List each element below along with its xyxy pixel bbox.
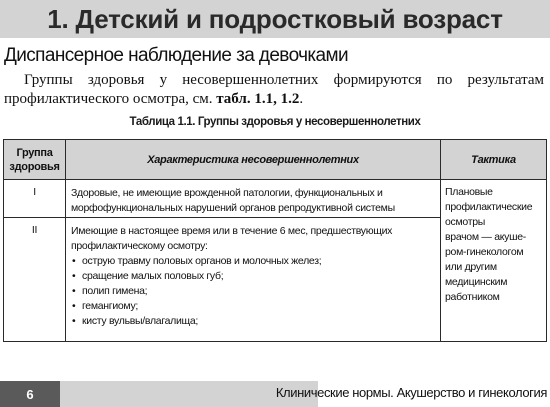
- tactics-line: работником: [445, 291, 500, 303]
- tactics-line: ром-гинекологом: [445, 246, 524, 258]
- page-number: 6: [0, 381, 60, 407]
- header-tactics: Тактика: [441, 140, 547, 180]
- list-item: • острую травму половых органов и молочных желез;: [71, 254, 436, 269]
- header-group-line2: здоровья: [9, 160, 60, 173]
- table-header-row: [4, 140, 547, 180]
- tactics-line: профилактические: [445, 201, 533, 213]
- row-characteristic: [66, 218, 441, 342]
- chapter-title: 1. Детский и подростковый возраст: [0, 0, 550, 38]
- header-group: [4, 140, 66, 180]
- tactics-line: осмотры: [445, 216, 486, 228]
- book-title: Клинические нормы. Акушерство и гинекология: [275, 385, 547, 400]
- intro-text: Группы здоровья у несовершеннолетних формируются по результатам профилактического осмотра, см.: [4, 72, 544, 107]
- condition-list: [71, 254, 436, 329]
- table-reference: табл. 1.1, 1.2: [216, 91, 300, 107]
- health-groups-table: [3, 139, 547, 342]
- tactics-line: медицинским: [445, 276, 508, 288]
- list-item: • кисту вульвы/влагалища;: [71, 314, 436, 329]
- intro-paragraph: [4, 71, 544, 109]
- intro-end: .: [299, 91, 304, 107]
- header-characteristic: Характеристика несовершеннолетних: [66, 140, 441, 180]
- table-row: [4, 180, 547, 218]
- tactics-cell: [441, 180, 547, 342]
- table-caption: Таблица 1.1. Группы здоровья у несовершеннолетних: [129, 116, 421, 128]
- list-item: • полип гимена;: [71, 284, 436, 299]
- list-item: • сращение малых половых губ;: [71, 269, 436, 284]
- row-characteristic-text: Имеющие в настоящее время или в течение 6 мес, предшествующих профилактическому осмотру:: [71, 225, 393, 252]
- tactics-line: врачом — акуше-: [445, 231, 526, 243]
- section-title: Диспансерное наблюдение за девочками: [4, 45, 348, 66]
- tactics-line: или другим: [445, 261, 497, 273]
- row-group: II: [4, 218, 66, 342]
- page-footer: [0, 381, 550, 407]
- row-group: I: [4, 180, 66, 218]
- header-group-line1: Группа: [16, 146, 53, 159]
- list-item: • гемангиому;: [71, 299, 436, 314]
- row-characteristic: Здоровые, не имеющие врожденной патологии, функциональных и морфофункциональных нарушений органов репродуктивной системы: [66, 180, 441, 218]
- tactics-line: Плановые: [445, 186, 493, 198]
